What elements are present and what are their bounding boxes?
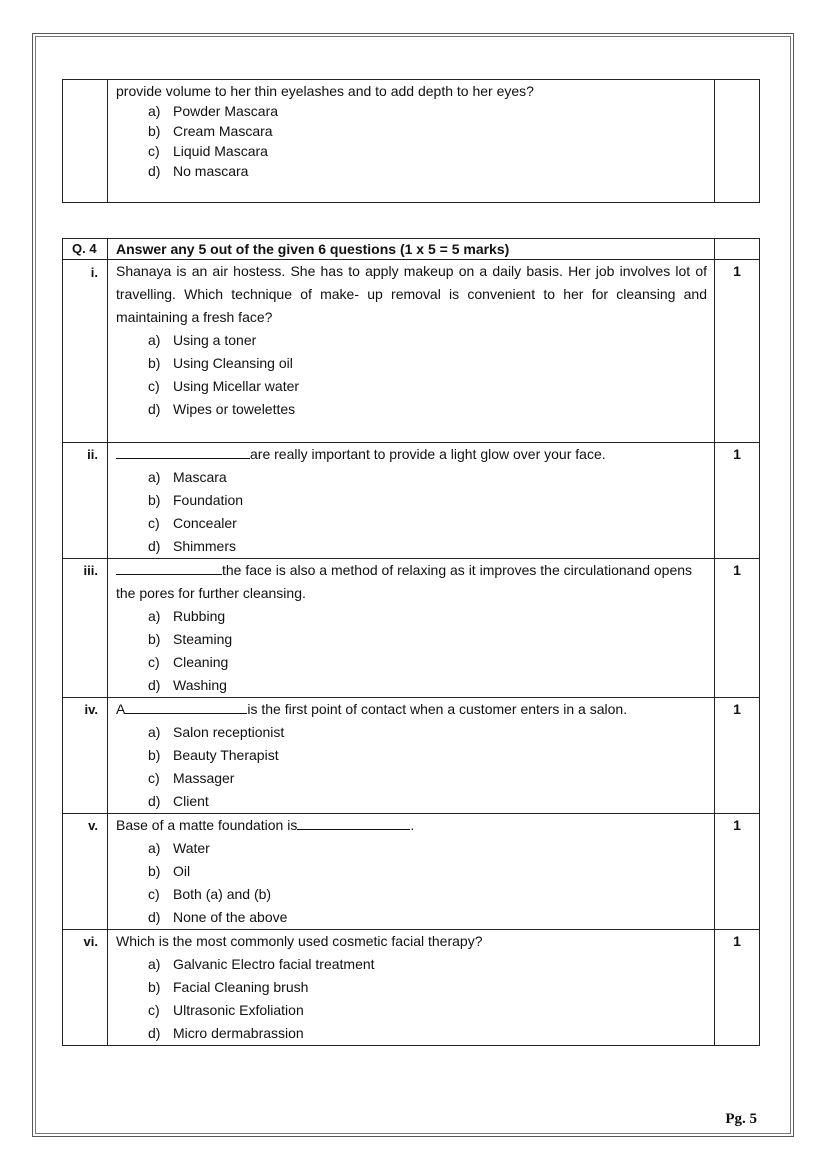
question-marks: 1 — [715, 559, 760, 698]
option-text: No mascara — [173, 163, 249, 179]
option — [116, 101, 707, 121]
option-text: Cleaning — [173, 654, 229, 670]
option — [116, 352, 707, 375]
question-text — [116, 559, 707, 605]
option-letter: d) — [148, 1025, 161, 1041]
option-text: Wipes or towelettes — [173, 401, 296, 417]
option — [116, 512, 707, 535]
question-body — [108, 559, 715, 698]
option — [116, 161, 707, 181]
previous-question-table — [62, 79, 760, 203]
question-number: vi. — [63, 930, 108, 1046]
option-letter: b) — [148, 863, 161, 879]
option-text: Ultrasonic Exfoliation — [173, 1002, 304, 1018]
option — [116, 860, 707, 883]
option-text: Oil — [173, 863, 191, 879]
option — [116, 999, 707, 1022]
question-text-post: is the first point of contact when a customer enters in a salon. — [247, 701, 628, 717]
question-row — [63, 814, 760, 930]
option-text: Galvanic Electro facial treatment — [173, 956, 375, 972]
option-text: None of the above — [173, 909, 288, 925]
question-options — [116, 605, 707, 697]
question-options — [116, 837, 707, 929]
question-number: iv. — [63, 698, 108, 814]
option-letter: b) — [148, 355, 161, 371]
option-text: Mascara — [173, 469, 227, 485]
question-marks: 1 — [715, 260, 760, 443]
option-text: Liquid Mascara — [173, 143, 268, 159]
option — [116, 744, 707, 767]
option-text: Massager — [173, 770, 235, 786]
option-letter: c) — [148, 1002, 160, 1018]
question-text-post: the face is also a method of relaxing as it improves the circulationand opens the pores for further cleansing. — [116, 562, 693, 601]
option-letter: b) — [148, 747, 161, 763]
option — [116, 605, 707, 628]
question-text: Shanaya is an air hostess. She has to apply makeup on a daily basis. Her job involves lot of travelling. Which technique of make- up removal is convenient to her for cleansing and maintaining a fresh face? — [116, 263, 707, 325]
section-header-row — [63, 239, 760, 260]
answer-blank — [116, 560, 222, 575]
question-text — [116, 698, 707, 721]
question-text — [116, 443, 707, 466]
question-body — [108, 260, 715, 443]
option-text: Cream Mascara — [173, 123, 273, 139]
option-text: Using Cleansing oil — [173, 355, 293, 371]
option-letter: a) — [148, 724, 161, 740]
question-text-post: . — [410, 817, 415, 833]
option-letter: d) — [148, 909, 161, 925]
option-letter: b) — [148, 123, 161, 139]
question-text-post: are really important to provide a light glow over your face. — [250, 446, 606, 462]
option-text: Client — [173, 793, 209, 809]
option-letter: b) — [148, 492, 161, 508]
section-label: Q. 4 — [63, 239, 108, 260]
option — [116, 953, 707, 976]
option-letter: c) — [148, 378, 160, 394]
option-text: Beauty Therapist — [173, 747, 279, 763]
question-number: v. — [63, 814, 108, 930]
question-number: i. — [63, 260, 108, 443]
prev-question-options — [116, 101, 707, 181]
question-marks: 1 — [715, 698, 760, 814]
question-number: ii. — [63, 443, 108, 559]
option — [116, 883, 707, 906]
question-options — [116, 466, 707, 558]
question-body — [108, 443, 715, 559]
option-text: Salon receptionist — [173, 724, 285, 740]
option-letter: d) — [148, 677, 161, 693]
option-text: Foundation — [173, 492, 244, 508]
option — [116, 489, 707, 512]
section-heading: Answer any 5 out of the given 6 questions (1 x 5 = 5 marks) — [108, 239, 715, 260]
option-letter: a) — [148, 103, 161, 119]
option-text: Powder Mascara — [173, 103, 279, 119]
option-letter: d) — [148, 538, 161, 554]
option — [116, 1022, 707, 1045]
prev-question-body — [108, 80, 715, 203]
prev-question-number-cell — [63, 80, 108, 203]
option-text: Rubbing — [173, 608, 226, 624]
option-letter: d) — [148, 401, 161, 417]
option-text: Both (a) and (b) — [173, 886, 272, 902]
answer-blank — [116, 444, 250, 459]
option-letter: b) — [148, 631, 161, 647]
question-text-pre: Base of a matte foundation is — [116, 817, 298, 833]
option-text: Using Micellar water — [173, 378, 300, 394]
option — [116, 906, 707, 929]
option-letter: c) — [148, 886, 160, 902]
question-body — [108, 814, 715, 930]
option-text: Micro dermabrassion — [173, 1025, 304, 1041]
option — [116, 375, 707, 398]
option-letter: a) — [148, 608, 161, 624]
question-body — [108, 698, 715, 814]
option-text: Using a toner — [173, 332, 257, 348]
question-options — [116, 953, 707, 1045]
prev-question-marks-cell — [715, 80, 760, 203]
option-letter: a) — [148, 332, 161, 348]
option-letter: c) — [148, 770, 160, 786]
option-letter: d) — [148, 793, 161, 809]
option-text: Facial Cleaning brush — [173, 979, 309, 995]
answer-blank — [125, 699, 247, 714]
answer-blank — [297, 815, 410, 830]
option — [116, 976, 707, 999]
question-text-pre: A — [116, 701, 126, 717]
option-text: Shimmers — [173, 538, 237, 554]
question-row — [63, 930, 760, 1046]
option — [116, 121, 707, 141]
question-text: Which is the most commonly used cosmetic facial therapy? — [116, 933, 483, 949]
option-text: Water — [173, 840, 210, 856]
option-letter: b) — [148, 979, 161, 995]
option — [116, 398, 707, 421]
option — [116, 466, 707, 489]
option-letter: a) — [148, 956, 161, 972]
option — [116, 674, 707, 697]
question-number: iii. — [63, 559, 108, 698]
question-options — [116, 721, 707, 813]
option — [116, 628, 707, 651]
question-row — [63, 559, 760, 698]
question-body — [108, 930, 715, 1046]
option — [116, 535, 707, 558]
option-letter: c) — [148, 143, 160, 159]
option-letter: a) — [148, 840, 161, 856]
option-text: Washing — [173, 677, 227, 693]
option — [116, 721, 707, 744]
prev-question-text: provide volume to her thin eyelashes and to add depth to her eyes? — [116, 83, 534, 99]
option — [116, 790, 707, 813]
previous-question-row — [63, 80, 760, 203]
option-letter: c) — [148, 515, 160, 531]
option-letter: a) — [148, 469, 161, 485]
q4-table — [62, 238, 760, 1046]
question-row — [63, 260, 760, 443]
option — [116, 141, 707, 161]
option — [116, 837, 707, 860]
section-marks-cell — [715, 239, 760, 260]
page-number: Pg. 5 — [725, 1111, 757, 1127]
question-marks: 1 — [715, 814, 760, 930]
option — [116, 767, 707, 790]
option-text: Concealer — [173, 515, 237, 531]
question-marks: 1 — [715, 930, 760, 1046]
option — [116, 651, 707, 674]
question-row — [63, 443, 760, 559]
option-letter: c) — [148, 654, 160, 670]
question-options — [116, 329, 707, 421]
option-text: Steaming — [173, 631, 233, 647]
option-letter: d) — [148, 163, 161, 179]
question-marks: 1 — [715, 443, 760, 559]
question-row — [63, 698, 760, 814]
question-text — [116, 814, 707, 837]
option — [116, 329, 707, 352]
